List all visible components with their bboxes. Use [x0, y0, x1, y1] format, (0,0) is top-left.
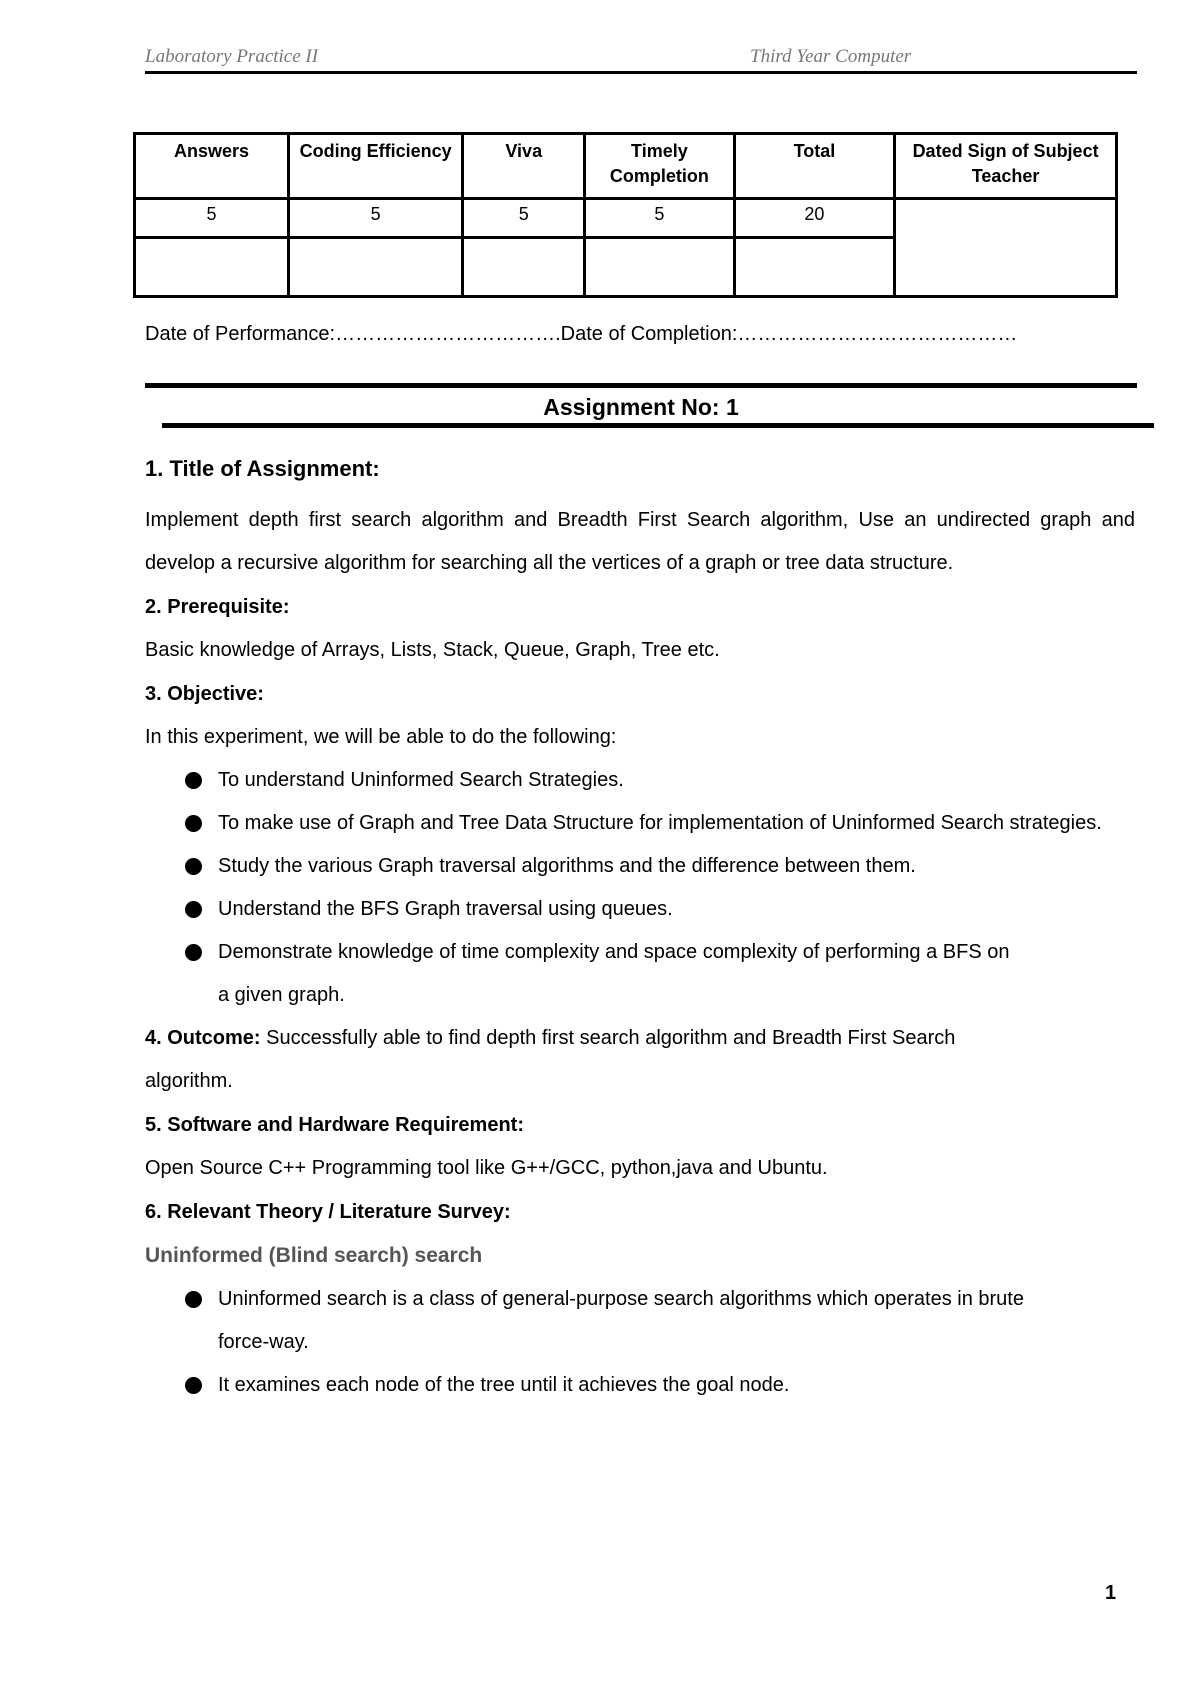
- bullet-icon: [185, 901, 202, 918]
- page-header: [145, 43, 1135, 73]
- outcome-block: [145, 1017, 1135, 1103]
- list-item: To understand Uninformed Search Strategies.: [145, 759, 1135, 802]
- bullet-icon: [185, 772, 202, 789]
- list-item: Understand the BFS Graph traversal using queues.: [145, 888, 1135, 931]
- obtained-coding-cell: [288, 238, 462, 297]
- page-number: 1: [1105, 1582, 1117, 1604]
- completion-date-label: Date of Completion:: [560, 323, 738, 345]
- outcome-text: Successfully able to find depth first search algorithm and Breadth First Search algorithm.: [145, 1027, 956, 1092]
- software-heading: 5. Software and Hardware Requirement:: [145, 1114, 524, 1136]
- performance-date-label: Date of Performance:: [145, 323, 336, 345]
- title-rule-bottom: [162, 423, 1154, 428]
- prereq-heading: 2. Prerequisite:: [145, 596, 290, 618]
- theory-subheading: Uninformed (Blind search) search: [145, 1244, 483, 1267]
- col-header-timely-completion: Timely Completion: [585, 134, 735, 199]
- header-class: Third Year Computer: [750, 46, 912, 67]
- col-header-viva: Viva: [463, 134, 585, 199]
- dates-line: [145, 323, 1017, 346]
- list-item: Demonstrate knowledge of time complexity and space complexity of performing a BFS on a given graph.: [145, 931, 1135, 1017]
- objective-list: [145, 759, 1135, 1017]
- bullet-icon: [185, 858, 202, 875]
- title-rule-top: [145, 383, 1137, 388]
- software-text: Open Source C++ Programming tool like G++/GCC, python,java and Ubuntu.: [145, 1157, 828, 1179]
- assignment-body: [145, 452, 1135, 1407]
- theory-heading: 6. Relevant Theory / Literature Survey:: [145, 1201, 511, 1223]
- header-course: Laboratory Practice II: [145, 46, 319, 67]
- max-marks-total: 20: [734, 199, 894, 238]
- max-marks-row: [135, 199, 1117, 238]
- header-rule: [145, 71, 1137, 74]
- objective-intro: In this experiment, we will be able to do the following:: [145, 726, 617, 748]
- obtained-total-cell: [734, 238, 894, 297]
- marks-table: [133, 132, 1118, 298]
- max-marks-coding: 5: [288, 199, 462, 238]
- bullet-icon: [185, 1377, 202, 1394]
- col-header-answers: Answers: [135, 134, 289, 199]
- bullet-icon: [185, 815, 202, 832]
- list-item: Study the various Graph traversal algorithms and the difference between them.: [145, 845, 1135, 888]
- completion-date-blank: ……………………………………: [737, 323, 1018, 345]
- max-marks-answers: 5: [135, 199, 289, 238]
- assignment-title: Assignment No: 1: [543, 394, 739, 420]
- obtained-viva-cell: [463, 238, 585, 297]
- marks-header-row: [135, 134, 1117, 199]
- bullet-icon: [185, 1291, 202, 1308]
- col-header-coding-efficiency: Coding Efficiency: [288, 134, 462, 199]
- obtained-answers-cell: [135, 238, 289, 297]
- objective-heading: 3. Objective:: [145, 683, 264, 705]
- max-marks-timely: 5: [585, 199, 735, 238]
- list-item: To make use of Graph and Tree Data Structure for implementation of Uninformed Search strategies.: [145, 802, 1135, 845]
- title-text: Implement depth first search algorithm and Breadth First Search algorithm, Use an undirected graph and develop a recursive algorithm for searching all the vertices of a graph or tree data structure.: [145, 509, 1135, 574]
- col-header-total: Total: [734, 134, 894, 199]
- col-header-teacher-sign: Dated Sign of Subject Teacher: [895, 134, 1117, 199]
- performance-date-blank: …………………………….: [335, 323, 561, 345]
- bullet-icon: [185, 944, 202, 961]
- list-item: It examines each node of the tree until it achieves the goal node.: [145, 1364, 1135, 1407]
- outcome-heading: 4. Outcome:: [145, 1027, 261, 1049]
- prereq-text: Basic knowledge of Arrays, Lists, Stack, Queue, Graph, Tree etc.: [145, 639, 720, 661]
- teacher-sign-cell: [895, 199, 1117, 297]
- title-heading: 1. Title of Assignment:: [145, 456, 380, 481]
- theory-list: [145, 1278, 1135, 1407]
- list-item: Uninformed search is a class of general-purpose search algorithms which operates in brute force-way.: [145, 1278, 1135, 1364]
- max-marks-viva: 5: [463, 199, 585, 238]
- obtained-timely-cell: [585, 238, 735, 297]
